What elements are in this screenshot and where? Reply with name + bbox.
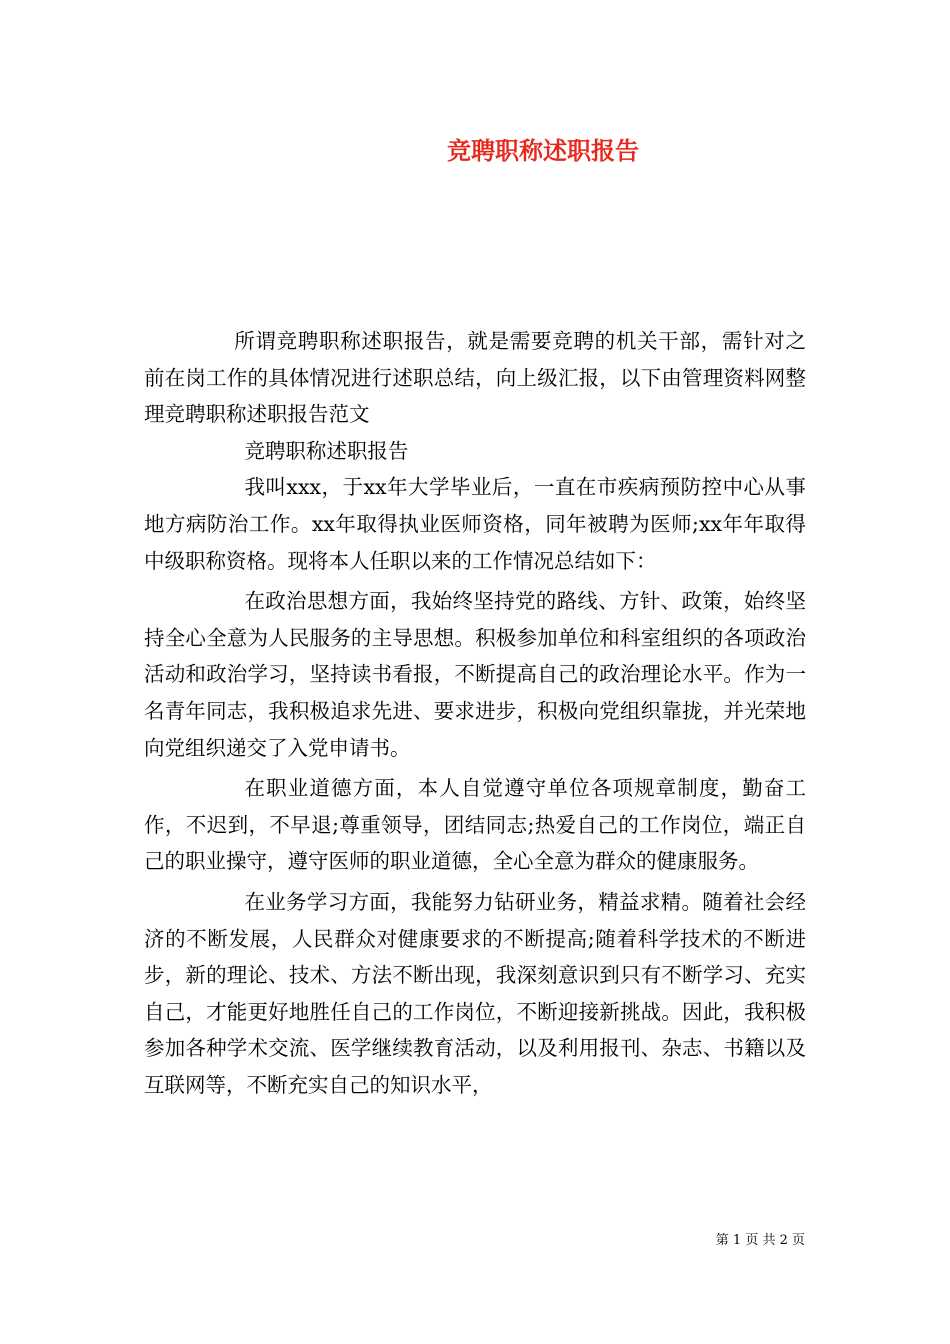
page-footer: 第 1 页 共 2 页 (715, 1233, 805, 1248)
professional-study-paragraph: 在业务学习方面，我能努力钻研业务，精益求精。随着社会经济的不断发展，人民群众对健康要求的不断提高;随着科学技术的不断进步，新的理论、技术、方法不断出现，我深刻意识到只有不断学习、充实自己，才能更好地胜任自己的工作岗位，不断迎接新挑战。因此，我积极参加各种学术交流、医学继续教育活动，以及利用报刊、杂志、书籍以及互联网等，不断充实自己的知识水平， (144, 889, 806, 1097)
self-introduction-paragraph: 我叫xxx，于xx年大学毕业后，一直在市疾病预防控中心从事地方病防治工作。xx年取得执业医师资格，同年被聘为医师;xx年年取得中级职称资格。现将本人任职以来的工作情况总结如下： (144, 475, 806, 573)
document-title: 竞聘职称述职报告 (447, 136, 639, 165)
political-thought-paragraph: 在政治思想方面，我始终坚持党的路线、方针、政策，始终坚持全心全意为人民服务的主导思想。积极参加单位和科室组织的各项政治活动和政治学习，坚持读书看报，不断提高自己的政治理论水平。作为一名青年同志，我积极追求先进、要求进步，积极向党组织靠拢，并光荣地向党组织递交了入党申请书。 (144, 589, 806, 760)
professional-ethics-paragraph: 在职业道德方面，本人自觉遵守单位各项规章制度，勤奋工作，不迟到，不早退;尊重领导，团结同志;热爱自己的工作岗位，端正自己的职业操守，遵守医师的职业道德，全心全意为群众的健康服务。 (144, 776, 806, 874)
intro-paragraph: 所谓竞聘职称述职报告，就是需要竞聘的机关干部，需针对之前在岗工作的具体情况进行述职总结，向上级汇报，以下由管理资料网整理竞聘职称述职报告范文 (144, 329, 806, 427)
document-body (144, 323, 806, 1103)
report-subtitle: 竞聘职称述职报告 (244, 438, 409, 463)
